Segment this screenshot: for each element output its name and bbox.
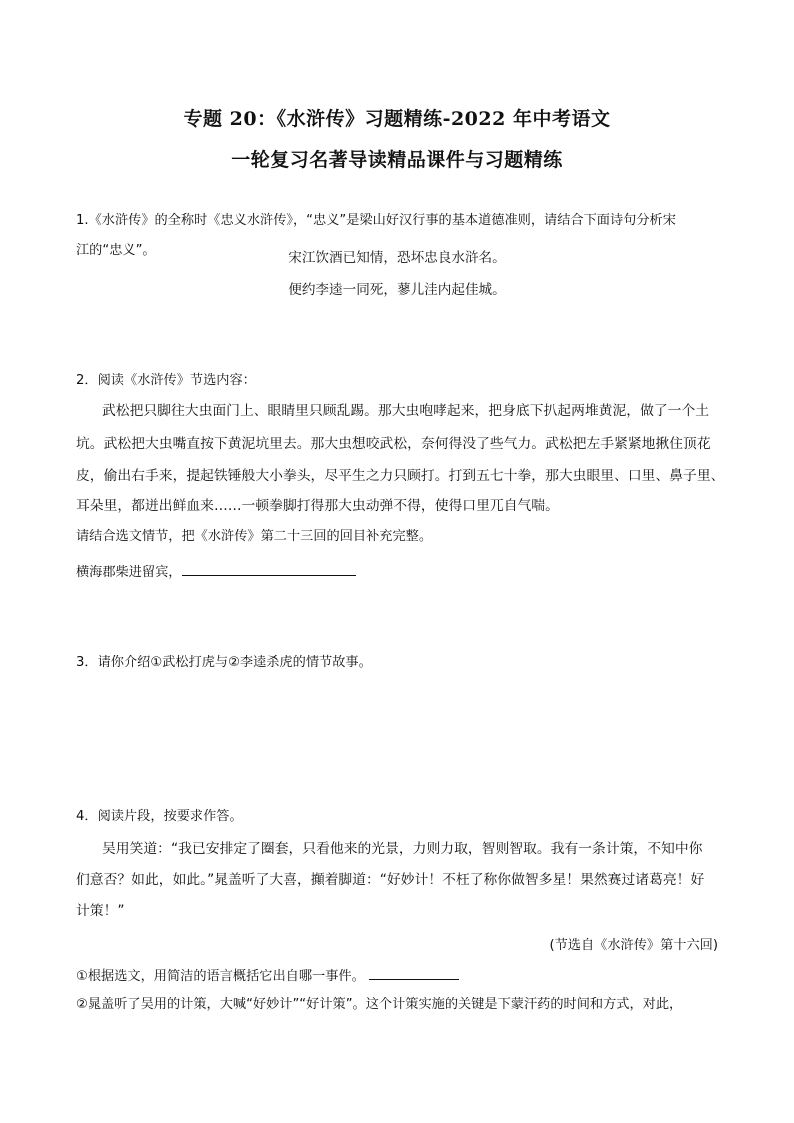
q4-intro: 4．阅读片段，按要求作答。 [76, 809, 243, 824]
q2-passage-line-2: 坑。武松把大虫嘴直按下黄泥坑里去。那大虫想咬武松，奈何得没了些气力。武松把左手紧紧地揪住顶花 [76, 436, 711, 452]
q1-poem-line-1 [0, 246, 794, 266]
q4-subquestion-1-text: ①根据选文，用简洁的语言概括它出自哪一事件。 [76, 969, 365, 984]
q1-text-line-1: 1.《水浒传》的全称时《忠义水浒传》，“忠义”是梁山好汉行事的基本道德准则，请结合下面诗句分析宋 [76, 213, 676, 228]
document-title-line-2: 一轮复习名著导读精品课件与习题精练 [231, 149, 563, 171]
q4-subquestion-1 [76, 965, 459, 986]
document-title-line-1: 专题 20：《水浒传》习题精练-2022 年中考语文 [183, 108, 611, 130]
q1-poem-text-1: 宋江饮酒已知情，恐坏忠良水浒名。 [288, 250, 506, 266]
q2-fill-prefix: 横海郡柴进留宾， [76, 565, 182, 580]
q4-passage-line-2: 们意否？如此，如此。”晁盖听了大喜，攧着脚道：“好妙计！不枉了称你做智多星！果然赛过诸葛亮！好 [76, 872, 705, 888]
q4-passage-line-3: 计策！” [76, 903, 125, 919]
q1-poem-text-2: 便约李逵一同死，蓼儿洼内起佳城。 [288, 282, 506, 298]
q2-passage-line-1: 武松把只脚往大虫面门上、眼睛里只顾乱踢。那大虫咆哮起来，把身底下扒起两堆黄泥，做了一个土 [102, 403, 710, 419]
q2-fill-line [76, 561, 356, 582]
q4-source: (节选自《水浒传》第十六回) [549, 938, 718, 953]
q4-answer-blank[interactable] [369, 965, 459, 980]
q2-answer-blank[interactable] [182, 561, 356, 576]
q1-text-line-2: 江的“忠义”。 [76, 243, 156, 258]
q2-intro: 2．阅读《水浒传》节选内容： [76, 373, 256, 388]
q4-passage-line-1: 吴用笑道：“我已安排定了圈套，只看他来的光景，力则力取，智则智取。我有一条计策，不知中你 [102, 841, 703, 857]
q4-subquestion-2: ②晁盖听了吴用的计策，大喊“好妙计”“好计策”。这个计策实施的关键是下蒙汗药的时间和方式，对此， [76, 997, 683, 1012]
q3-text: 3．请你介绍①武松打虎与②李逵杀虎的情节故事。 [76, 655, 372, 670]
q2-question: 请结合选文情节，把《水浒传》第二十三回的回目补充完整。 [76, 529, 433, 544]
q1-poem-line-2 [0, 278, 794, 298]
q2-passage-line-4: 耳朵里，都迸出鲜血来……一顿拳脚打得那大虫动弹不得，使得口里兀自气喘。 [76, 498, 559, 514]
q2-passage-line-3: 皮，偷出右手来，提起铁锤般大小拳头，尽平生之力只顾打。打到五七十拳，那大虫眼里、口里、鼻子里、 [76, 468, 725, 484]
